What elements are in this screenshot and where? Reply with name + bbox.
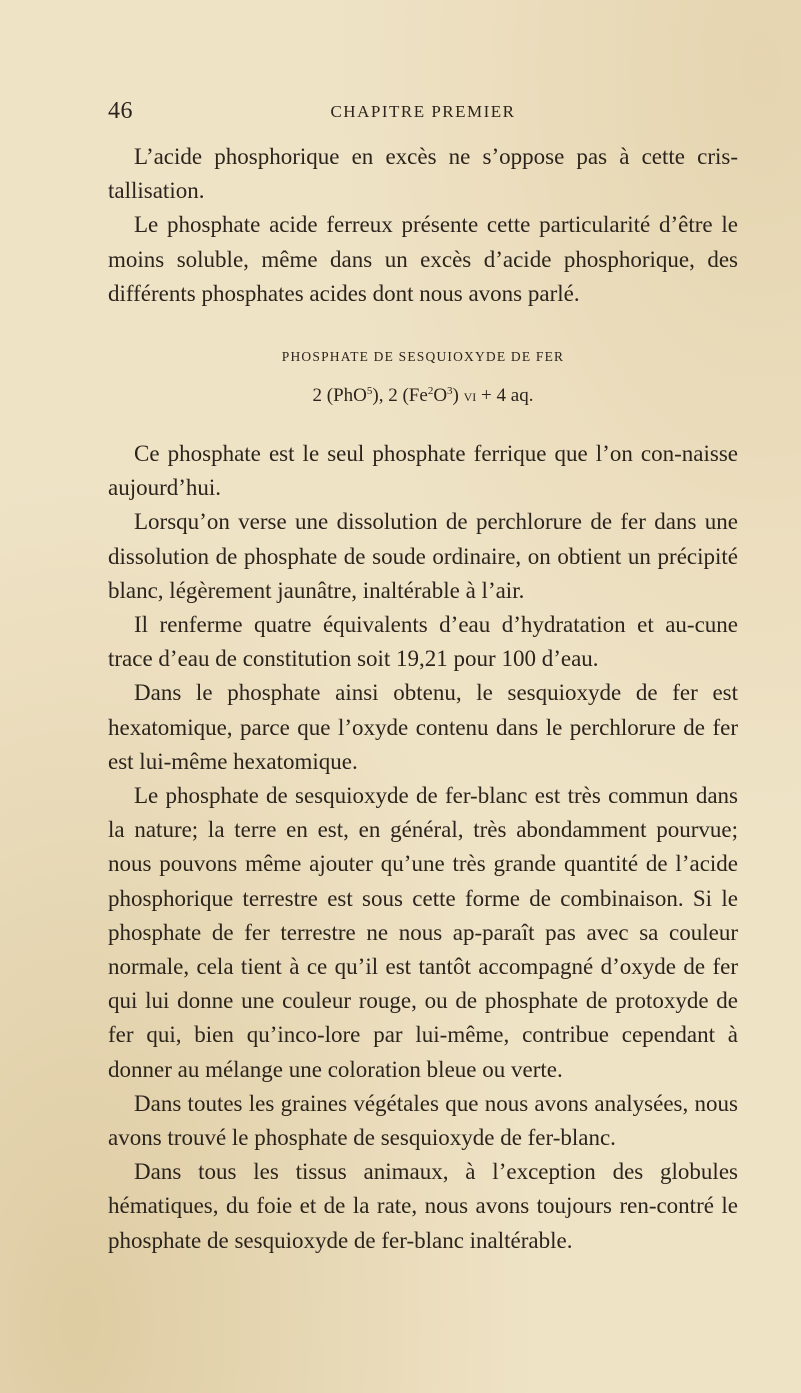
paragraph: Dans tous les tissus animaux, à l’exception des globules hématiques, du foie et de la rate, nous avons toujours ren-contré le phosphate de sesquioxyde de fer-blanc inaltérable. bbox=[108, 1159, 738, 1253]
paragraph: Le phosphate de sesquioxyde de fer-blanc est très commun dans la nature; la terre en est, en général, très abondamment pourvue; nous pouvons même ajouter qu’une très grande quantité de l’acide phosphorique terrestre est sous cette forme de combinaison. Si le phosphate de fer terrestre ne nous ap-paraît pas avec sa couleur normale, cela tient à ce qu’il est tantôt accompagné d’oxyde de fer qui lui donne une couleur rouge, ou de phosphate de protoxyde de fer qui, bien qu’inco-lore par lui-même, contribue cependant à donner au mélange une coloration bleue ou verte. bbox=[108, 783, 738, 1082]
page-number: 46 bbox=[108, 98, 133, 124]
paragraph: Lorsqu’on verse une dissolution de perchlorure de fer dans une dissolution de phosphate de soude ordinaire, on obtient un précipité blanc, légèrement jaunâtre, inaltérable à l’air. bbox=[108, 509, 738, 603]
paragraph: Dans le phosphate ainsi obtenu, le sesquioxyde de fer est hexatomique, parce que l’oxyde contenu dans le perchlorure de fer est lui-même hexatomique. bbox=[108, 680, 738, 774]
paragraph: Ce phosphate est le seul phosphate ferrique que l’on con-naisse aujourd’hui. bbox=[108, 441, 738, 501]
chemical-formula: 2 (PhO$^5$), 2 $(Fe^2O^3)$ VI + 4 aq. bbox=[312, 385, 534, 407]
paragraph: Le phosphate acide ferreux présente cette particularité d’être le moins soluble, même dans un excès d’acide phosphorique, des différents phosphates acides dont nous avons parlé. bbox=[108, 212, 738, 306]
paragraph: Dans toutes les graines végétales que nous avons analysées, nous avons trouvé le phosphate de sesquioxyde de fer-blanc. bbox=[108, 1090, 738, 1151]
chapter-title: CHAPITRE PREMIER bbox=[330, 102, 516, 121]
section-heading: PHOSPHATE DE SESQUIOXYDE DE FER bbox=[281, 349, 565, 365]
text-block bbox=[108, 140, 738, 1258]
paragraph: Il renferme quatre équivalents d’eau d’hydratation et au-cune trace d’eau de constitution soit 19,21 pour 100 d’eau. bbox=[108, 612, 738, 672]
running-head bbox=[108, 98, 738, 128]
paragraph: L’acide phosphorique en excès ne s’oppose pas à cette cris-tallisation. bbox=[108, 144, 738, 204]
